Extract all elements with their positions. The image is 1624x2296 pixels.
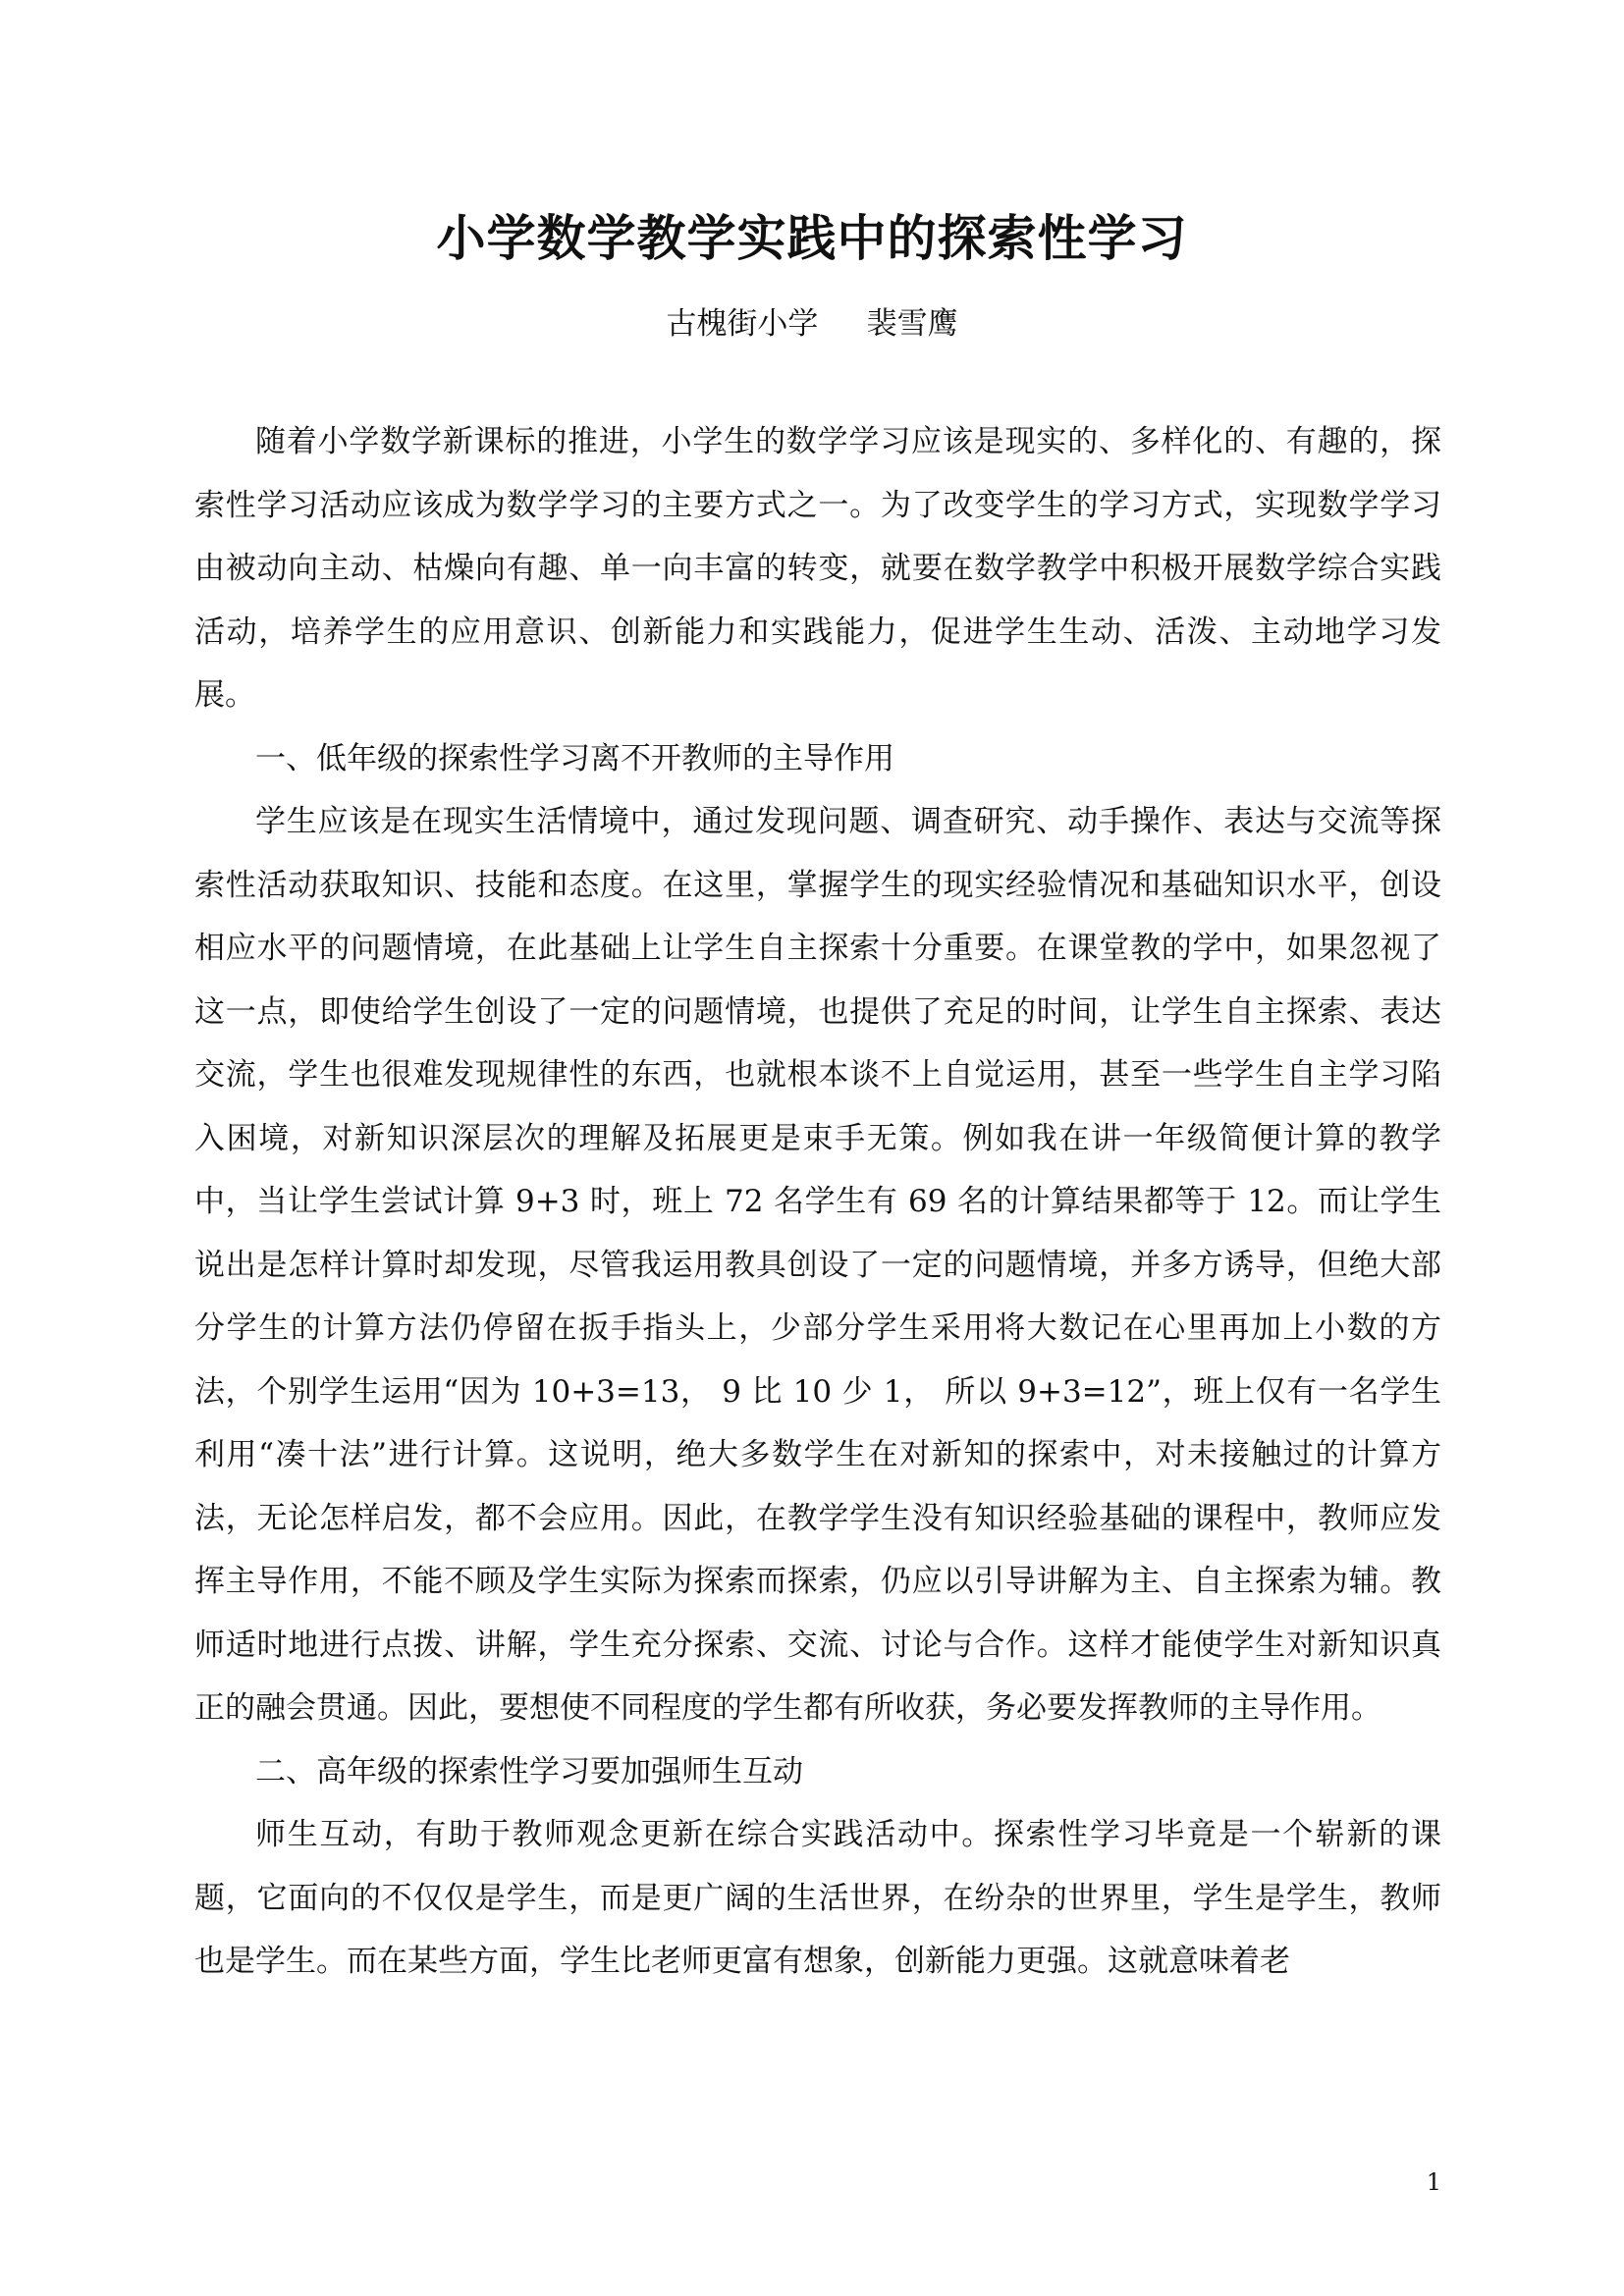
- author-byline: 古槐街小学 裴雪鹰: [666, 306, 958, 342]
- document-title: 小学数学教学实践中的探索性学习: [436, 209, 1188, 267]
- page-number: 1: [1426, 2168, 1441, 2196]
- section-1-paragraph: 学生应该是在现实生活情境中，通过发现问题、调查研究、动手操作、表达与交流等探索性活动获取知识、技能和态度。在这里，掌握学生的现实经验情况和基础知识水平，创设相应水平的问题情境，在此基础上让学生自主探索十分重要。在课堂教的学中，如果忽视了这一点，即使给学生创设了一定的问题情境，也提供了充足的时间，让学生自主探索、表达交流，学生也很难发现规律性的东西，也就根本谈不上自觉运用，甚至一些学生自主学习陷入困境，对新知识深层次的理解及拓展更是束手无策。例如我在讲一年级简便计算的教学中，当让学生尝试计算 9+3 时，班上 72 名学生有 69 名的计算结果都等于 12。而让学生说出是怎样计算时却发现，尽管我运用教具创设了一定的问题情境，并多方诱导，但绝大部分学生的计算方法仍停留在扳手指头上，少部分学生采用将大数记在心里再加上小数的方法，个别学生运用“因为 10+3=13， 9 比 10 少 1， 所以 9+3=12”，班上仅有一名学生利用“凑十法”进行计算。这说明，绝大多数学生在对新知的探索中，对未接触过的计算方法，无论怎样启发，都不会应用。因此，在教学学生没有知识经验基础的课程中，教师应发挥主导作用，不能不顾及学生实际为探索而探索，仍应以引导讲解为主、自主探索为辅。教师适时地进行点拨、讲解，学生充分探索、交流、讨论与合作。这样才能使学生对新知识真正的融会贯通。因此，要想使不同程度的学生都有所收获，务必要发挥教师的主导作用。: [194, 804, 1442, 1726]
- section-1-heading: 一、低年级的探索性学习离不开教师的主导作用: [255, 740, 894, 776]
- intro-paragraph: 随着小学数学新课标的推进，小学生的数学学习应该是现实的、多样化的、有趣的，探索性学习活动应该成为数学学习的主要方式之一。为了改变学生的学习方式，实现数学学习由被动向主动、枯燥向有趣、单一向丰富的转变，就要在数学教学中积极开展数学综合实践活动，培养学生的应用意识、创新能力和实践能力，促进学生生动、活泼、主动地学习发展。: [194, 424, 1441, 713]
- section-2-heading: 二、高年级的探索性学习要加强师生互动: [255, 1753, 803, 1789]
- section-2-paragraph: 师生互动，有助于教师观念更新在综合实践活动中。探索性学习毕竟是一个崭新的课题，它面向的不仅仅是学生，而是更广阔的生活世界，在纷杂的世界里，学生是学生，教师也是学生。而在某些方面，学生比老师更富有想象，创新能力更强。这就意味着老: [194, 1817, 1441, 1979]
- article-body: [194, 410, 1441, 1994]
